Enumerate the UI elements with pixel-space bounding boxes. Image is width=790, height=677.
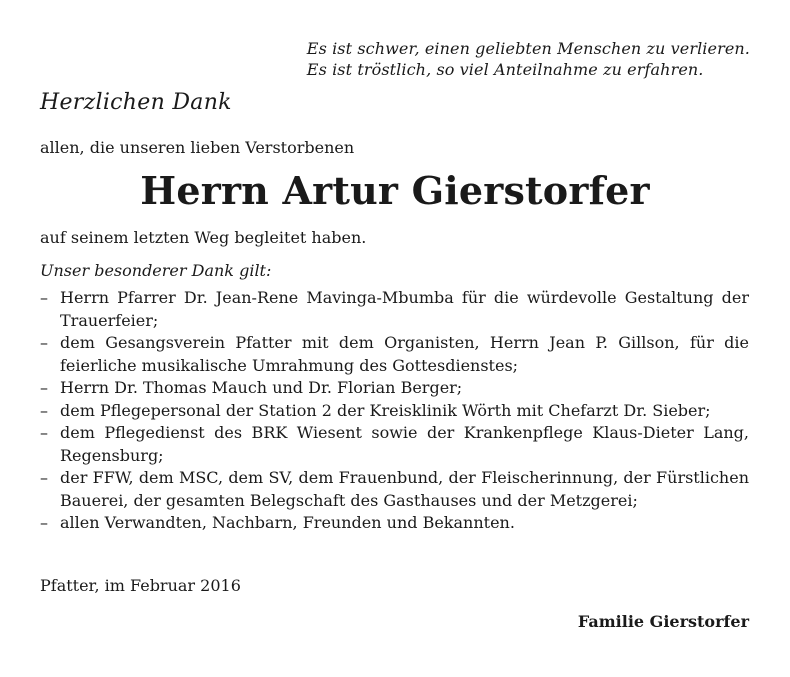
place-date: Pfatter, im Februar 2016: [40, 576, 241, 595]
list-item-text: dem Gesangsverein Pfatter mit dem Organisten, Herrn Jean P. Gillson, für die feierliche musikalische Umrahmung des Gottesdienstes;: [60, 333, 749, 375]
dash-marker: –: [40, 288, 48, 307]
list-item-text: Herrn Dr. Thomas Mauch und Dr. Florian Berger;: [60, 378, 463, 397]
list-item-text: der FFW, dem MSC, dem SV, dem Frauenbund, der Fleischerinnung, der Fürstlichen Bauerei, der gesamten Belegschaft des Gasthauses und der Metzgerei;: [60, 468, 749, 510]
list-item: [40, 467, 749, 512]
list-item: [40, 332, 749, 377]
dash-marker: –: [40, 333, 48, 352]
dash-marker: –: [40, 400, 48, 420]
outro-text: auf seinem letzten Weg begleitet haben.: [40, 228, 367, 247]
quote-line-2: Es ist tröstlich, so viel Anteilnahme zu erfahren.: [306, 60, 704, 79]
deceased-name: Herrn Artur Gierstorfer: [140, 168, 650, 213]
dash-marker: –: [40, 378, 48, 397]
dash-marker: –: [40, 468, 48, 487]
list-item: [40, 287, 749, 332]
thanks-heading: Unser besonderer Dank gilt:: [40, 261, 272, 280]
greeting-heading: Herzlichen Dank: [40, 90, 232, 115]
list-item: [40, 422, 749, 467]
list-item-text: allen Verwandten, Nachbarn, Freunden und Bekannten.: [60, 513, 515, 532]
thanks-list: [40, 287, 749, 535]
list-item: [40, 400, 749, 423]
list-item-text: dem Pflegedienst des BRK Wiesent sowie der Krankenpflege Klaus-Dieter Lang, Regensburg;: [60, 423, 749, 465]
list-item: [40, 377, 749, 400]
dash-marker: –: [40, 423, 48, 442]
list-item-text: dem Pflegepersonal der Station 2 der Kreisklinik Wörth mit Chefarzt Dr. Sieber;: [60, 400, 711, 420]
quote-line-1: Es ist schwer, einen geliebten Menschen zu verlieren.: [306, 39, 750, 58]
signature: Familie Gierstorfer: [577, 612, 749, 631]
quote: [307, 38, 750, 80]
list-item: [40, 512, 749, 535]
list-item-text: Herrn Pfarrer Dr. Jean-Rene Mavinga-Mbumba für die würdevolle Gestaltung der Trauerfeier;: [60, 288, 749, 330]
dash-marker: –: [40, 513, 48, 532]
intro-text: allen, die unseren lieben Verstorbenen: [40, 138, 355, 157]
